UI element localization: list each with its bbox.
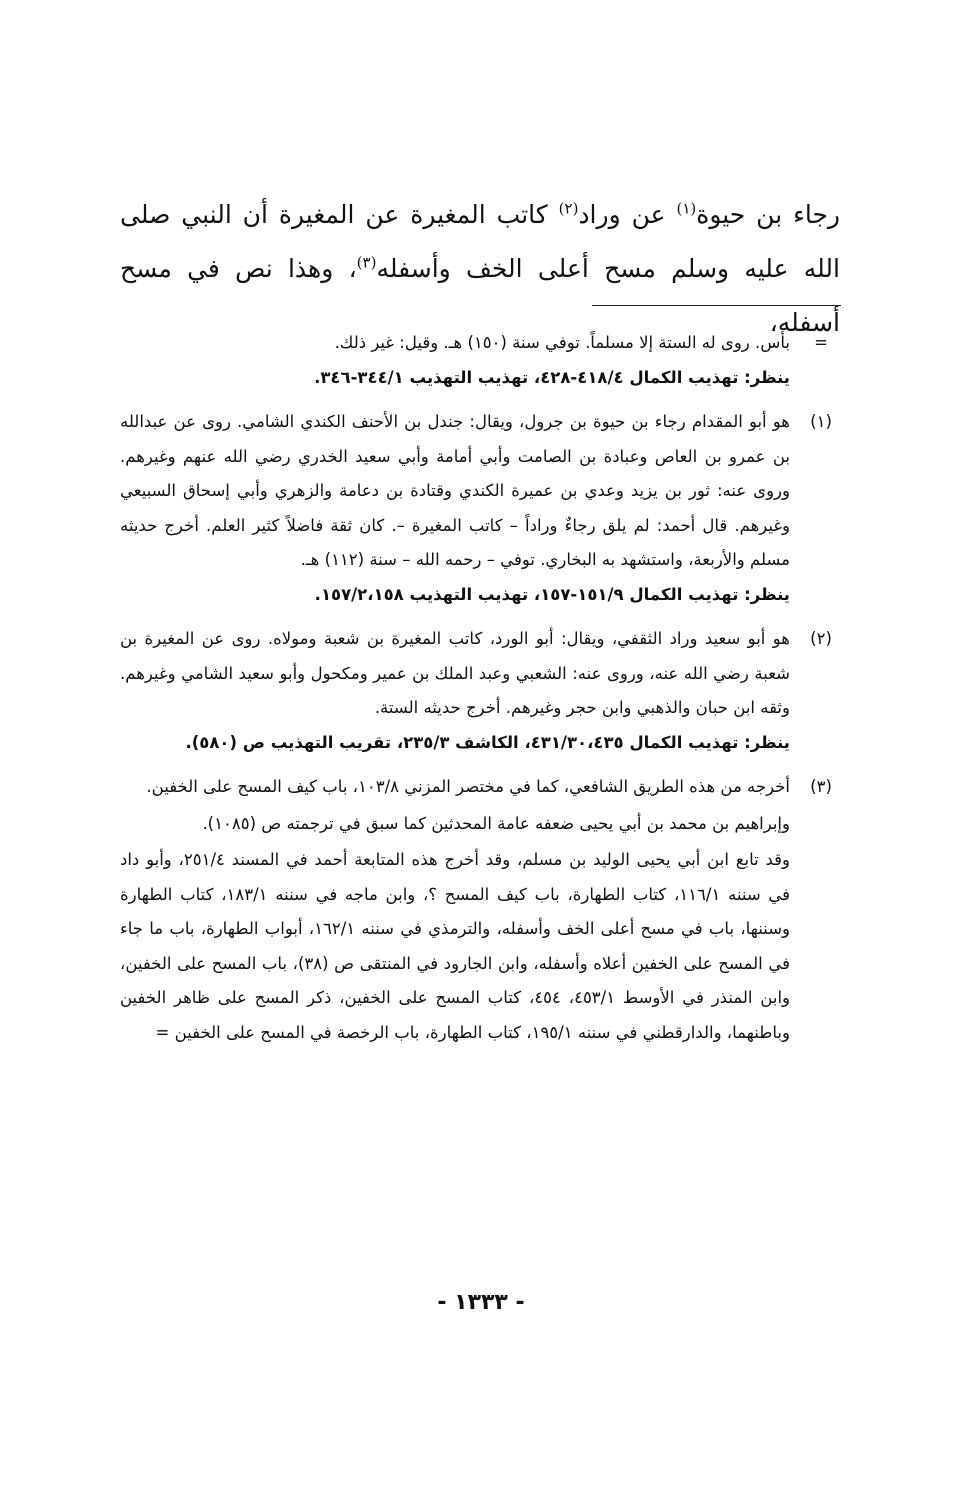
footnote-2 <box>120 622 842 760</box>
footnote-marker: (٣) <box>810 777 832 796</box>
footnote-1 <box>120 405 842 612</box>
footnote-text: بأس. روى له الستة إلا مسلماً. توفي سنة (١٥٠) هـ. وقيل: غير ذلك. <box>334 333 790 352</box>
footnote-source: ينظر: تهذيب الكمال ١٥١/٩-١٥٧، تهذيب التهذيب ١٥٧/٢،١٥٨. <box>314 584 790 604</box>
footnote-ref-3: (٣) <box>356 253 377 272</box>
page-number: - ١٣٣٣ - <box>437 1290 525 1315</box>
main-text-part: ، وهذا نص في مسح أسفله، <box>120 254 840 337</box>
footnote-text: وإبراهيم بن محمد بن أبي يحيى ضعفه عامة المحدثين كما سبق في ترجمته ص (١٠٨٥). <box>202 813 790 833</box>
footnote-source: ينظر: تهذيب الكمال ٤١٨/٤-٤٢٨، تهذيب التهذيب ٣٤٤/١-٣٤٦. <box>314 367 790 387</box>
footnote-text: وقد تابع ابن أبي يحيى الوليد بن مسلم، وقد أخرج هذه المتابعة أحمد في المسند ٢٥١/٤، وأبو داد في سننه ١١٦/١، كتاب الطهارة، باب كيف المسح ؟، وابن ماجه في سننه ١٨٣/١، كتاب الطهارة وسننها، باب في مسح أعلى الخف وأسفله، والترمذي في سننه ١٦٢/١، أبواب الطهارة، باب ما جاء في المسح على الخفين أعلاه وأسفله، وابن الجارود في المنتقى ص (٣٨)، باب المسح على الخفين، وابن المنذر في الأوسط ٤٥٣/١، ٤٥٤، كتاب المسح على الخفين، ذكر المسح على ظاهر الخفين وباطنهما، والدارقطني في سننه ١٩٥/١، كتاب الطهارة، باب الرخصة في المسح على الخفين = <box>120 850 791 1042</box>
footnote-text: هو أبو المقدام رجاء بن حيوة بن جرول، ويقال: جندل بن الأحنف الكندي الشامي. روى عن عبدالله بن عمرو بن العاص وعبادة بن الصامت وأبي أمامة وأبي سعيد الخدري رضي الله عنهم وغيرهم. وروى عنه: ثور بن يزيد وعدي بن عميرة الكندي وقتادة بن دعامة والزهري وأبي إسحاق السبيعي وغيرهم. قال أحمد: لم يلق رجاءٌ وراداً – كاتب المغيرة –. كان ثقة فاضلاً كثير العلم. أخرج حديثه مسلم والأربعة، واستشهد به البخاري. توفي – رحمه الله – سنة (١١٢) هـ. <box>120 412 790 569</box>
footnote-marker: (٢) <box>810 629 832 648</box>
footnote-ref-1: (١) <box>676 199 697 218</box>
footnotes <box>120 326 842 1060</box>
footnote-text: أخرجه من هذه الطريق الشافعي، كما في مختصر المزني ١٠٣/٨، باب كيف المسح على الخفين. <box>146 777 790 796</box>
footnote-3 <box>120 770 842 1050</box>
footnote-source: ينظر: تهذيب الكمال ٤٣١/٣٠،٤٣٥، الكاشف ٢٣٥/٣، تقريب التهذيب ص (٥٨٠). <box>185 732 790 752</box>
footnote-marker: (١) <box>810 412 832 431</box>
footnote-ref-2: (٢) <box>558 199 579 218</box>
main-text-part: عن وراد <box>578 200 677 229</box>
footnote-text: هو أبو سعيد وراد الثقفي، ويقال: أبو الورد، كاتب المغيرة بن شعبة ومولاه. روى عن المغيرة بن شعبة رضي الله عنه، وروى عنه: الشعبي وعبد الملك بن عمير ومكحول وأبو سعيد الشامي وغيرهم. وثقه ابن حبان والذهبي وابن حجر وغيرهم. أخرج حديثه الستة. <box>120 629 790 717</box>
footnote-divider <box>592 305 841 306</box>
main-text-part: كاتب المغيرة عن المغيرة أن النبي صلى الله عليه وسلم مسح أعلى الخف وأسفله <box>120 200 840 283</box>
footnote-continuation <box>120 326 842 395</box>
footnote-marker: = <box>814 333 828 352</box>
main-text-part: رجاء بن حيوة <box>696 200 840 229</box>
